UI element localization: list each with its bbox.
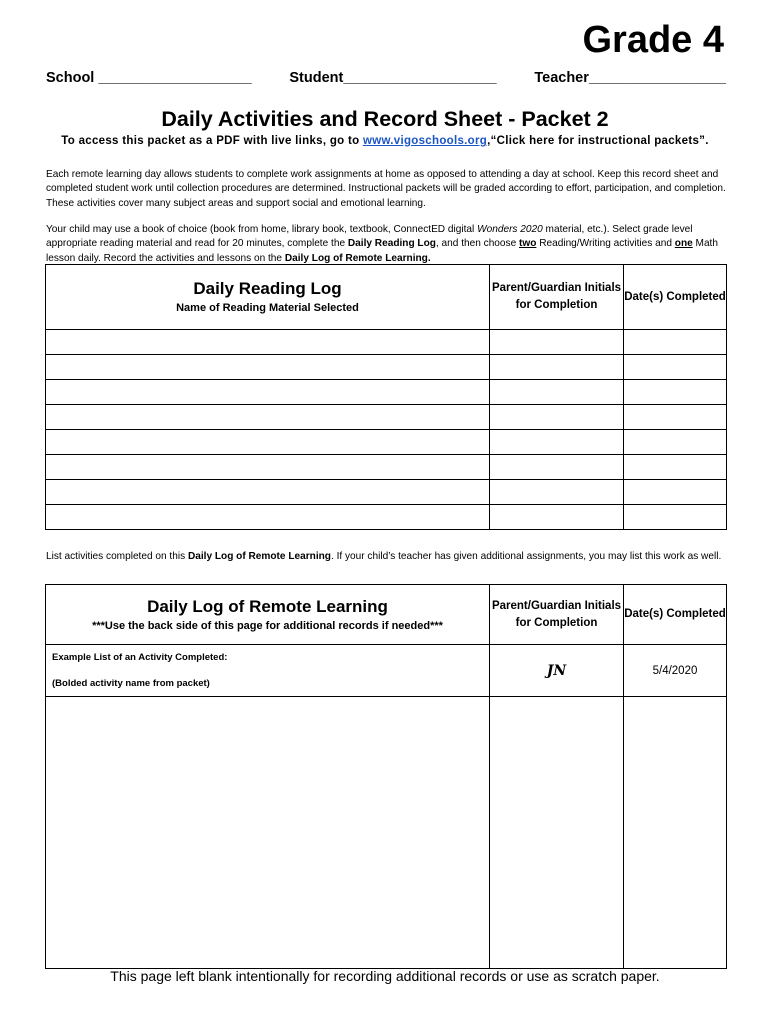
parent-initials-cell[interactable]	[490, 405, 624, 430]
reading-material-cell[interactable]	[46, 380, 490, 405]
date-completed-cell[interactable]	[624, 405, 727, 430]
reading-log-row	[46, 430, 727, 455]
reading-log-title-cell	[46, 265, 490, 330]
remote-log-activity-cell[interactable]	[46, 697, 490, 969]
instr-text-5: Math lesson daily. Record the activities and lessons on the	[46, 238, 718, 264]
access-suffix: ,“Click here for instructional packets”.	[487, 135, 709, 147]
reading-log-row	[46, 405, 727, 430]
reading-log-date-header: Date(s) Completed	[624, 265, 727, 330]
parent-initials-cell[interactable]	[490, 455, 624, 480]
remote-log-table	[45, 584, 727, 969]
instr-text-1: Your child may use a book of choice (book from home, library book, textbook, ConnectED digital	[46, 224, 478, 235]
reading-material-cell[interactable]	[46, 405, 490, 430]
date-completed-cell[interactable]	[624, 430, 727, 455]
reading-log-row	[46, 380, 727, 405]
instr-text-2: material, etc.). Select grade level appropriate reading material and read for 20 minutes, complete the	[46, 224, 693, 250]
example-line-1: Example List of an Activity Completed:	[52, 652, 228, 663]
date-completed-cell[interactable]	[624, 455, 727, 480]
instr-one: one	[674, 238, 693, 250]
access-prefix: To access this packet as a PDF with live links, go to	[61, 135, 363, 147]
reading-log-table	[45, 264, 727, 530]
date-completed-cell[interactable]	[624, 380, 727, 405]
reading-log-row	[46, 330, 727, 355]
student-info-line	[46, 70, 726, 86]
parent-initials-cell[interactable]	[490, 505, 624, 530]
reading-material-cell[interactable]	[46, 330, 490, 355]
reading-material-cell[interactable]	[46, 505, 490, 530]
parent-initials-cell[interactable]	[490, 355, 624, 380]
intro-paragraph: Each remote learning day allows students to complete work assignments at home as opposed to attending a day at school. Keep this record sheet and completed student work until collection procedures are determined. Instructional packets will be graded according to effort, participation, and completion. These activities cover many subject areas and support social and emotional learning.	[46, 169, 726, 209]
instr-wonders: Wonders 2020	[477, 224, 543, 235]
date-completed-cell[interactable]	[624, 505, 727, 530]
instr-two: two	[519, 238, 537, 250]
reading-log-row	[46, 455, 727, 480]
parent-initials-cell[interactable]	[490, 380, 624, 405]
remote-log-title-cell	[46, 585, 490, 645]
date-completed-cell[interactable]	[624, 480, 727, 505]
reading-log-subtitle: Name of Reading Material Selected	[176, 302, 359, 314]
instructions-paragraph	[46, 223, 726, 266]
remote-log-entry-area	[46, 697, 727, 969]
reading-material-cell[interactable]	[46, 455, 490, 480]
instr-remote-log: Daily Log of Remote Learning.	[284, 252, 431, 264]
remote-log-parent-header: Parent/Guardian Initials for Completion	[490, 585, 624, 645]
reading-log-row	[46, 480, 727, 505]
list-note-text-1: List activities completed on this	[46, 551, 188, 562]
reading-log-title: Daily Reading Log	[193, 279, 342, 298]
grade-heading: Grade 4	[582, 19, 724, 61]
student-field[interactable]: Student___________________	[289, 70, 497, 86]
parent-initials-cell[interactable]	[490, 430, 624, 455]
instr-text-4: Reading/Writing activities and	[536, 238, 675, 250]
parent-initials-cell[interactable]	[490, 330, 624, 355]
example-line-2: (Bolded activity name from packet)	[52, 678, 210, 689]
reading-material-cell[interactable]	[46, 480, 490, 505]
instr-text-3: , and then choose	[435, 238, 519, 250]
access-note	[0, 135, 770, 147]
parent-initials-cell[interactable]	[490, 480, 624, 505]
footer-note: This page left blank intentionally for recording additional records or use as scratch paper.	[110, 968, 660, 984]
remote-log-example-cell	[46, 645, 490, 697]
reading-material-cell[interactable]	[46, 355, 490, 380]
list-note	[46, 549, 726, 565]
remote-log-example-row	[46, 645, 727, 697]
reading-log-header-row	[46, 265, 727, 330]
example-date: 5/4/2020	[624, 645, 727, 697]
example-initials: JN	[490, 645, 624, 697]
date-completed-cell[interactable]	[624, 330, 727, 355]
vigoschools-link[interactable]: www.vigoschools.org	[362, 135, 488, 147]
page-title: Daily Activities and Record Sheet - Packet 2	[161, 107, 609, 131]
teacher-field[interactable]: Teacher_________________	[534, 70, 726, 86]
list-note-text-2: . If your child’s teacher has given additional assignments, you may list this work as well.	[330, 551, 722, 562]
list-note-bold: Daily Log of Remote Learning	[187, 551, 331, 562]
school-field[interactable]: School ___________________	[46, 70, 252, 86]
reading-log-parent-header: Parent/Guardian Initials for Completion	[490, 265, 624, 330]
remote-log-date-cell[interactable]	[624, 697, 727, 969]
remote-log-date-header: Date(s) Completed	[624, 585, 727, 645]
remote-log-initials-cell[interactable]	[490, 697, 624, 969]
reading-log-row	[46, 355, 727, 380]
reading-material-cell[interactable]	[46, 430, 490, 455]
remote-log-subtitle: ***Use the back side of this page for additional records if needed***	[92, 619, 443, 632]
reading-log-row	[46, 505, 727, 530]
instr-reading-log: Daily Reading Log	[347, 238, 436, 250]
remote-log-header-row	[46, 585, 727, 645]
date-completed-cell[interactable]	[624, 355, 727, 380]
remote-log-title: Daily Log of Remote Learning	[147, 596, 388, 616]
